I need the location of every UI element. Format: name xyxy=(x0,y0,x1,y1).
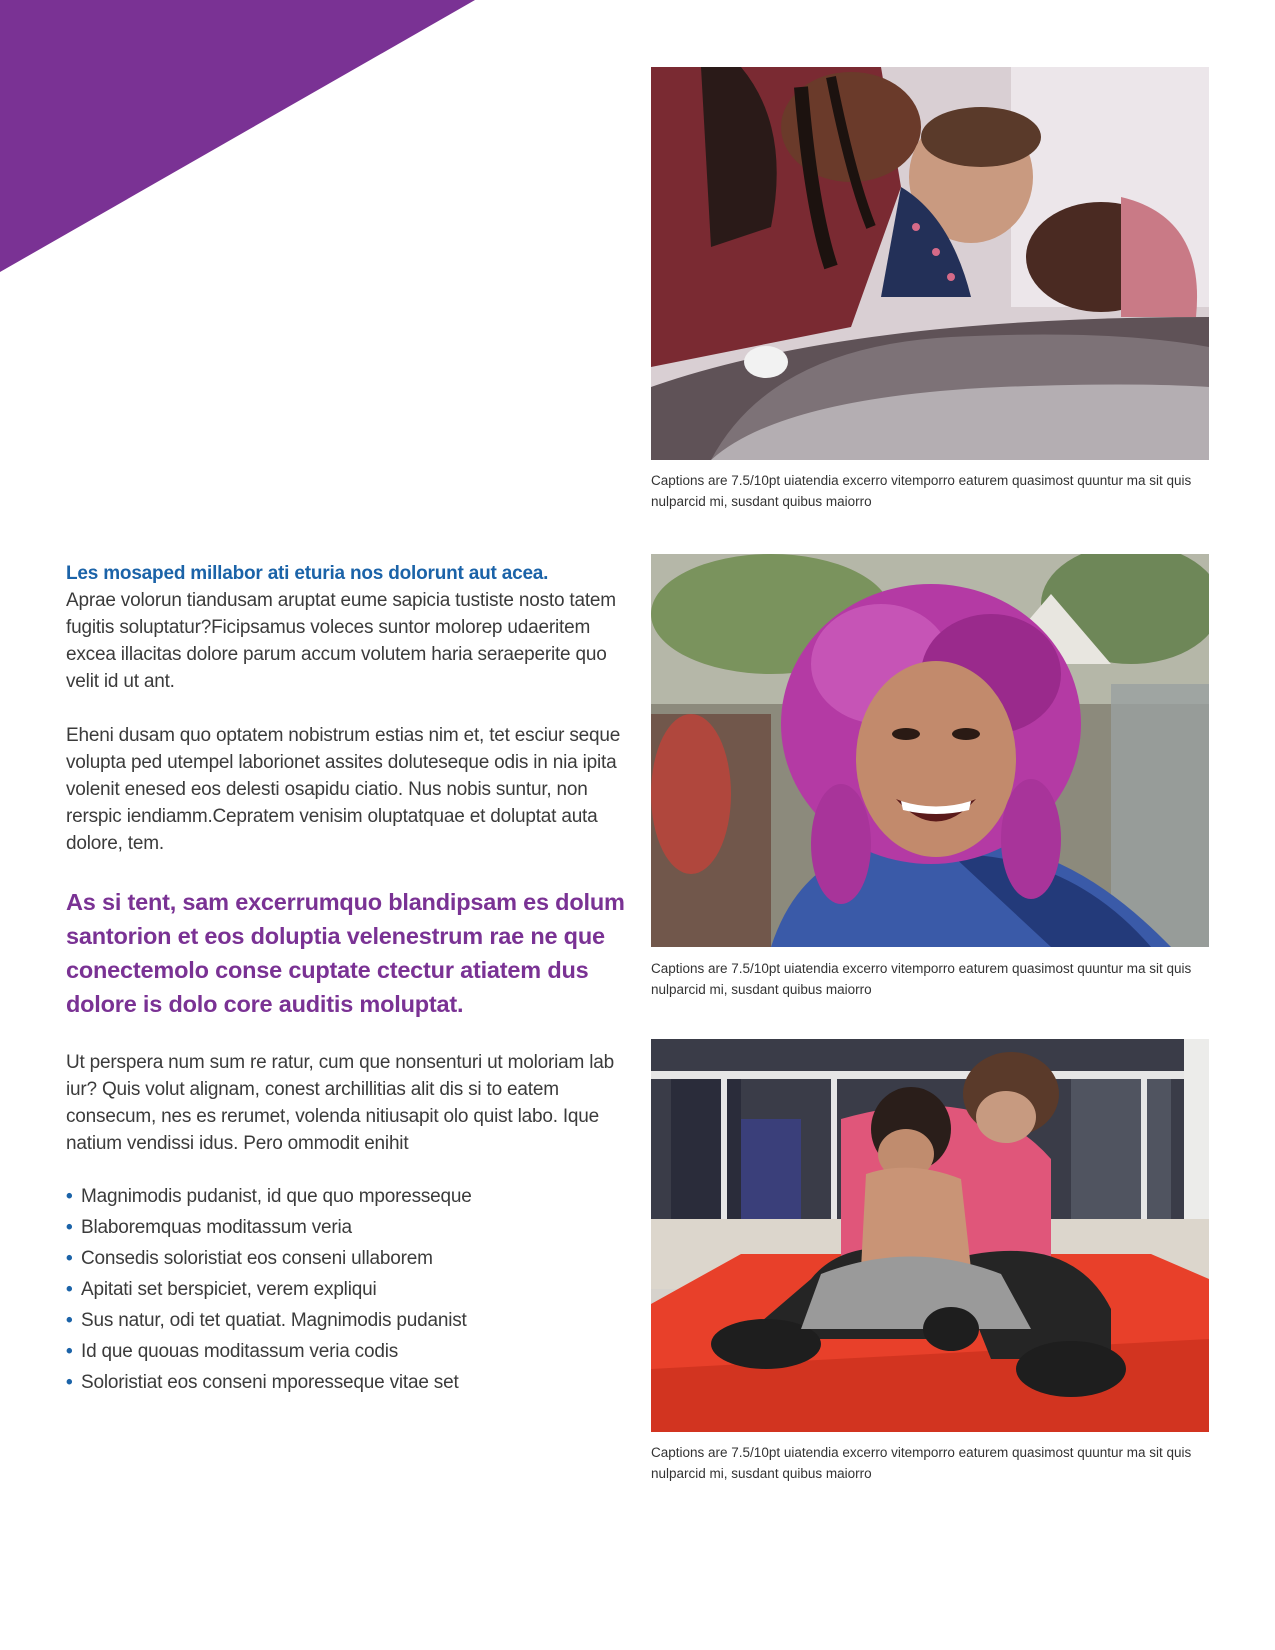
bullet-item: • Soloristiat eos conseni mporesseque vitae set xyxy=(66,1367,636,1398)
paragraph-2: Eheni dusam quo optatem nobistrum estias nim et, tet esciur seque volupta ped utempel laborionet assites doluteseque odis in nia ipita volenit enesed eos delesti osapidu ciatio. Nus nobis suntur, non rerspic iendiamm.Cepratem venisim oluptatquae et doluptat auta dolore, tem. xyxy=(66,725,621,854)
paragraph-3: Ut perspera num sum re ratur, cum que nonsenturi ut moloriam lab iur? Quis volut alignam, conest archillitias alit dis si to eatem consecum, nes es rerumet, volenda nitiusapit olo quist labo. Ique natium vendissi idus. Pero ommodit enihit xyxy=(66,1052,614,1154)
bullet-list xyxy=(66,1181,636,1398)
pull-quote: As si tent, sam excerrumquo blandipsam es dolum santorion et eos doluptia velenestrum rae ne que conectemolo conse cuptate ctectur atiatem dus dolore is dolo core auditis moluptat. xyxy=(66,889,625,1017)
bullet-item: • Magnimodis pudanist, id que quo mporesseque xyxy=(66,1181,636,1212)
photo-therapist-child xyxy=(651,1039,1209,1432)
paragraph-1: Aprae volorun tiandusam aruptat eume sapicia tustiste nosto tatem fugitis soluptatur?Ficipsamus voleces suntor molorep udaeritem excea illacitas dolore parum accum volutem haria seraeperite quo velit id ut ant. xyxy=(66,590,616,692)
bullet-item: • Sus natur, odi tet quatiat. Magnimodis pudanist xyxy=(66,1305,636,1336)
photo-caption: Captions are 7.5/10pt uiatendia excerro vitemporro eaturem quasimost quuntur ma sit quis nulparcid mi, susdant quibus maiorro xyxy=(651,473,1192,509)
bullet-item: • Apitati set berspiciet, verem expliqui xyxy=(66,1274,636,1305)
photo-caption: Captions are 7.5/10pt uiatendia excerro vitemporro eaturem quasimost quuntur ma sit quis nulparcid mi, susdant quibus maiorro xyxy=(651,1445,1192,1481)
article-text-column xyxy=(66,560,636,1398)
photo-woman-purple-hair xyxy=(651,554,1209,947)
corner-accent-triangle xyxy=(0,0,475,272)
bullet-item: • Blaboremquas moditassum veria xyxy=(66,1212,636,1243)
bullet-item: • Consedis soloristiat eos conseni ullaborem xyxy=(66,1243,636,1274)
bullet-item: • Id que quouas moditassum veria codis xyxy=(66,1336,636,1367)
intro-heading: Les mosaped millabor ati eturia nos dolorunt aut acea. xyxy=(66,563,549,584)
photo-caption: Captions are 7.5/10pt uiatendia excerro vitemporro eaturem quasimost quuntur ma sit quis nulparcid mi, susdant quibus maiorro xyxy=(651,961,1192,997)
photo-family-baby xyxy=(651,67,1209,460)
